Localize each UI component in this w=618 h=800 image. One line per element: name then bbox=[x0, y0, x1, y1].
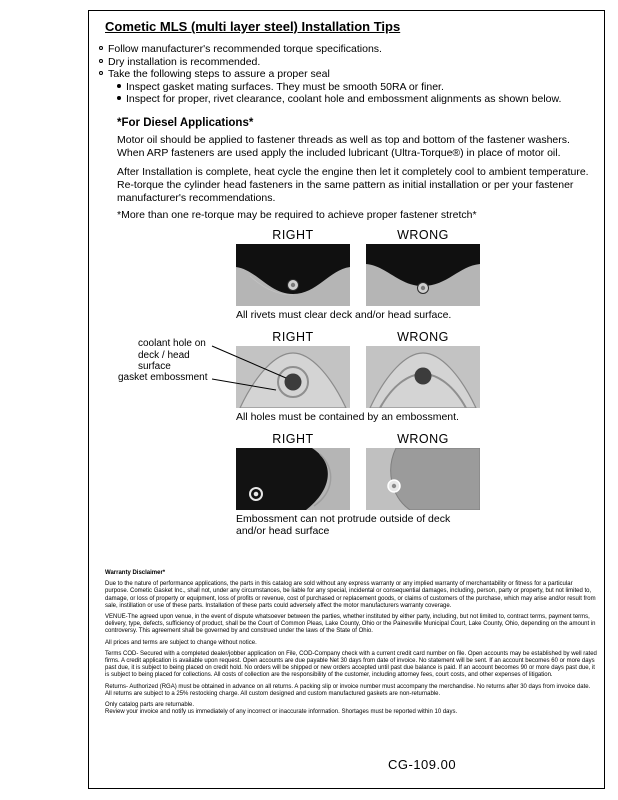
tip-sub-item bbox=[117, 93, 561, 106]
figure-labels bbox=[236, 432, 480, 448]
figure-caption: All holes must be contained by an embossment. bbox=[236, 411, 459, 423]
installation-tips-list bbox=[99, 43, 561, 106]
coolant-hole-callout: coolant hole on deck / head surface bbox=[138, 338, 206, 372]
figure-panels bbox=[236, 244, 480, 306]
filled-bullet-icon bbox=[117, 96, 121, 100]
retorque-paragraph: After Installation is complete, heat cycle the engine then let it completely cool to ambient temperature. Re-torque the cylinder head fasteners in the same pattern as initial installation or per your fastener manufacturer's recommendations. bbox=[117, 166, 589, 204]
gasket-embossment-callout: gasket embossment bbox=[118, 372, 208, 383]
open-bullet-icon bbox=[99, 71, 103, 75]
tip-text: Dry installation is recommended. bbox=[108, 55, 261, 68]
tip-text: Take the following steps to assure a proper seal bbox=[108, 68, 330, 80]
legal-paragraph-returns: Returns- Authorized (RGA) must be obtained in advance on all returns. A packing slip or invoice number must accompany the merchandise. No returns after 30 days from invoice date. All returns are subject to a 25% restocking charge. All custom designed and custom manufactured gaskets are non-returnable. bbox=[105, 683, 591, 697]
figure-rivet-clearance bbox=[236, 228, 480, 321]
figure-caption: All rivets must clear deck and/or head surface. bbox=[236, 309, 452, 321]
right-label: RIGHT bbox=[272, 330, 314, 344]
right-label: RIGHT bbox=[272, 432, 314, 446]
wrong-label: WRONG bbox=[397, 228, 449, 242]
tip-text: Follow manufacturer's recommended torque specifications. bbox=[108, 43, 382, 55]
rivet-right-diagram bbox=[236, 244, 350, 306]
legal-paragraph-catalog: Only catalog parts are returnable. bbox=[105, 702, 195, 709]
legal-paragraph-prices: All prices and terms are subject to change without notice. bbox=[105, 639, 257, 646]
tip-text: Inspect for proper, rivet clearance, coolant hole and embossment alignments as shown below. bbox=[126, 93, 562, 105]
tip-text: Inspect gasket mating surfaces. They must be smooth 50RA or finer. bbox=[126, 80, 444, 93]
embossment-wrong-diagram bbox=[366, 346, 480, 408]
legal-paragraph-venue: VENUE-The agreed upon venue, in the event of dispute whatsoever between the parties, whether instituted by either party, including, but not limited to, contract terms, payment terms, delivery, type, defects, sufficiency of product, shall be the Court of Common Pleas, Lake County, Ohio or the Painesville Municipal Court, Lake County, Ohio, depending on the amount in controversy. This agreement shall be governed by and construed under the laws of the State of Ohio. bbox=[105, 614, 596, 635]
tip-sub-item bbox=[117, 81, 561, 94]
tip-item bbox=[99, 68, 561, 81]
figure-embossment-protrusion bbox=[236, 432, 480, 537]
wrong-label: WRONG bbox=[397, 330, 449, 344]
callout-lines bbox=[206, 330, 306, 410]
warranty-disclaimer-heading: Warranty Disclaimer* bbox=[105, 570, 166, 576]
protrusion-right-diagram bbox=[236, 448, 350, 510]
figure-caption: Embossment can not protrude outside of deck and/or head surface bbox=[236, 513, 451, 537]
legal-section bbox=[105, 570, 597, 716]
rivet-wrong-diagram bbox=[366, 244, 480, 306]
retorque-note: *More than one re-torque may be required to achieve proper fastener stretch* bbox=[117, 209, 477, 221]
page-title: Cometic MLS (multi layer steel) Installation Tips bbox=[105, 19, 401, 34]
legal-paragraph-warranty: Due to the nature of performance applications, the parts in this catalog are sold without any express warranty or any implied warranty of merchantability or fitness for a particular purpose. Cometic Gasket Inc., shall not, under any circumstances, be liable for any special, incidental or consequential damages, including, person, party or property, but not limited to, damage, or loss of property or equipment, loss of profits or revenue, cost of purchased or replacement goods, or claims of customers of the purchase, which may arise and/or result from sale, instillation or use of these parts. Installation of these parts could adversely affect the motor manufacturers warranty coverage. bbox=[105, 581, 596, 609]
protrusion-wrong-diagram bbox=[366, 448, 480, 510]
open-bullet-icon bbox=[99, 59, 103, 63]
diesel-paragraph: Motor oil should be applied to fastener threads as well as top and bottom of the fastener washers. When ARP fasteners are used apply the included lubricant (Ultra-Torque®) in place of motor oil. bbox=[117, 134, 570, 159]
wrong-label: WRONG bbox=[397, 432, 449, 446]
catalog-page-number: CG-109.00 bbox=[388, 757, 457, 772]
diesel-applications-heading: *For Diesel Applications* bbox=[117, 117, 254, 129]
figure-labels bbox=[236, 228, 480, 244]
figure-hole-embossment bbox=[118, 330, 480, 423]
legal-paragraph-terms: Terms COD- Secured with a completed dealer/jobber application on File, COD-Company check with a current credit card number on file. Open accounts may be established by well rated firms. A credit application is available upon request. Open accounts are due payable Net 30 days from date of invoice. No statement will be sent. If an account becomes 60 or more days past due, it is subject to being placed on credit hold. No orders will be shipped or new orders accepted until past due balance is paid. If an account becomes 90 or more days past due, it is subject to being placed for collections. All costs of collection are the responsibility of the customer, including attorney fees, court costs, and other expenses of litigation. bbox=[105, 650, 597, 679]
filled-bullet-icon bbox=[117, 84, 121, 88]
right-label: RIGHT bbox=[272, 228, 314, 242]
open-bullet-icon bbox=[99, 46, 103, 50]
tip-item bbox=[99, 43, 561, 56]
legal-paragraph-invoice: Review your invoice and notify us immediately of any incorrect or inaccurate information. Shortages must be reported within 10 days. bbox=[105, 709, 458, 716]
tip-item bbox=[99, 56, 561, 69]
figure-panels bbox=[236, 448, 480, 510]
